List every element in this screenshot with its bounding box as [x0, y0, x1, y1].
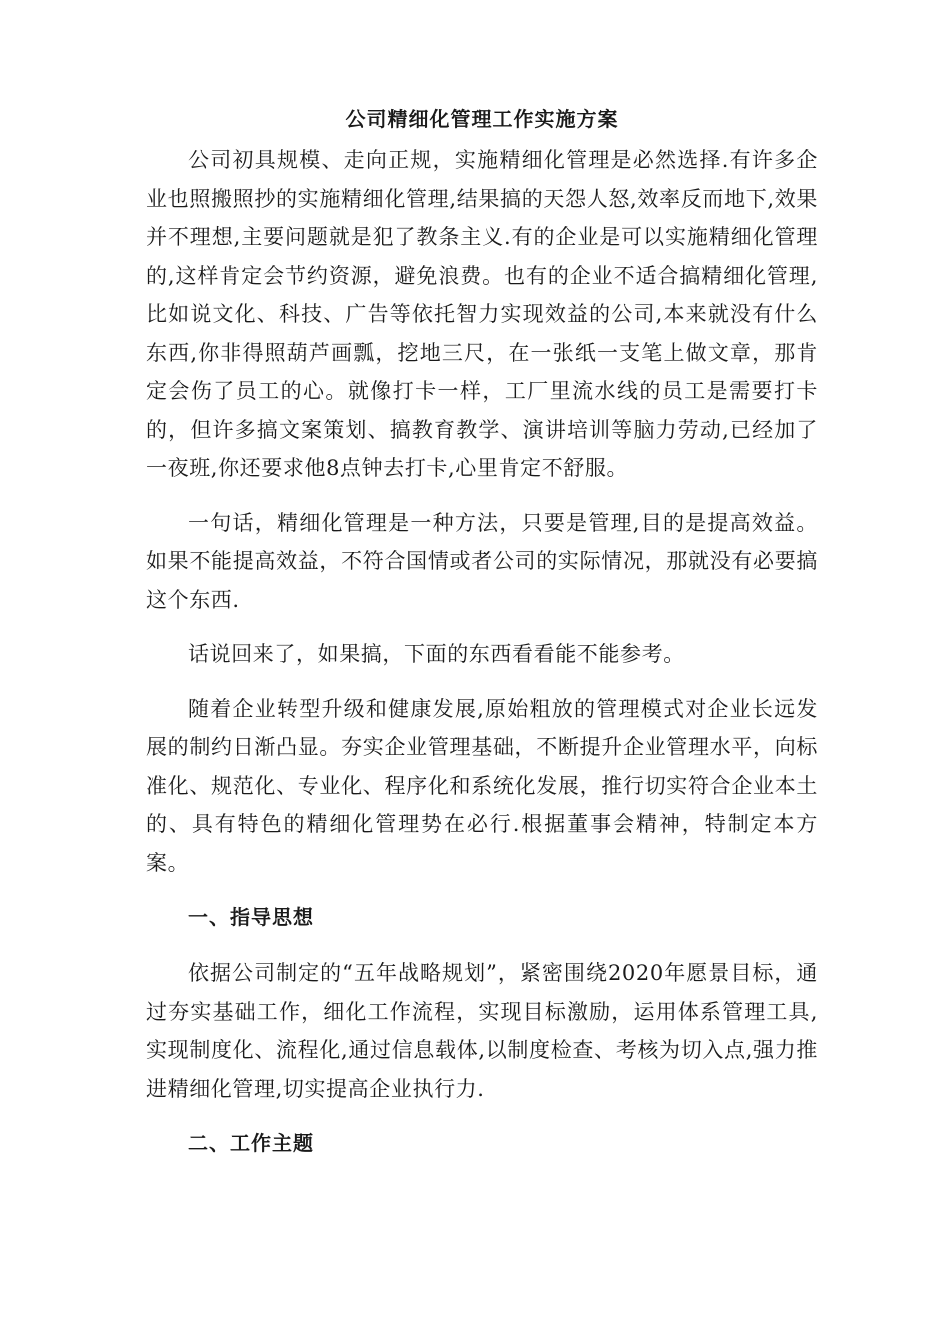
section-heading-guiding-ideology: 一、指导思想 [188, 905, 314, 929]
intro-paragraph: 公司初具规模、走向正规，实施精细化管理是必然选择.有许多企业也照搬照抄的实施精细化管理,结果搞的天怨人怒,效率反而地下,效果并不理想,主要问题就是犯了教条主义.有的企业是可以实施精细化管理的,这样肯定会节约资源，避免浪费。也有的企业不适合搞精细化管理,比如说文化、科技、广告等依托智力实现效益的公司,本来就没有什么东西,你非得照葫芦画瓢，挖地三尺，在一张纸一支笔上做文章，那肯定会伤了员工的心。就像打卡一样，工厂里流水线的员工是需要打卡的，但许多搞文案策划、搞教育教学、演讲培训等脑力劳动,已经加了一夜班,你还要求他8点钟去打卡,心里肯定不舒服。 [146, 148, 818, 480]
document-body [146, 103, 818, 1180]
guiding-ideology-paragraph: 依据公司制定的“五年战略规划”，紧密围绕2020年愿景目标，通过夯实基础工作，细化工作流程，实现目标激励，运用体系管理工具,实现制度化、流程化,通过信息载体,以制度检查、考核为切入点,强力推进精细化管理,切实提高企业执行力. [146, 961, 818, 1101]
transition-paragraph: 话说回来了，如果搞，下面的东西看看能不能参考。 [188, 642, 685, 666]
background-paragraph: 随着企业转型升级和健康发展,原始粗放的管理模式对企业长远发展的制约日渐凸显。夯实企业管理基础，不断提升企业管理水平，向标准化、规范化、专业化、程序化和系统化发展，推行切实符合企业本土的、具有特色的精细化管理势在必行.根据董事会精神，特制定本方案。 [146, 696, 818, 875]
document-title: 公司精细化管理工作实施方案 [345, 107, 619, 131]
section-heading-work-theme: 二、工作主题 [188, 1131, 314, 1155]
summary-paragraph: 一句话，精细化管理是一种方法，只要是管理,目的是提高效益。如果不能提高效益，不符合国情或者公司的实际情况，那就没有必要搞这个东西. [146, 510, 818, 612]
